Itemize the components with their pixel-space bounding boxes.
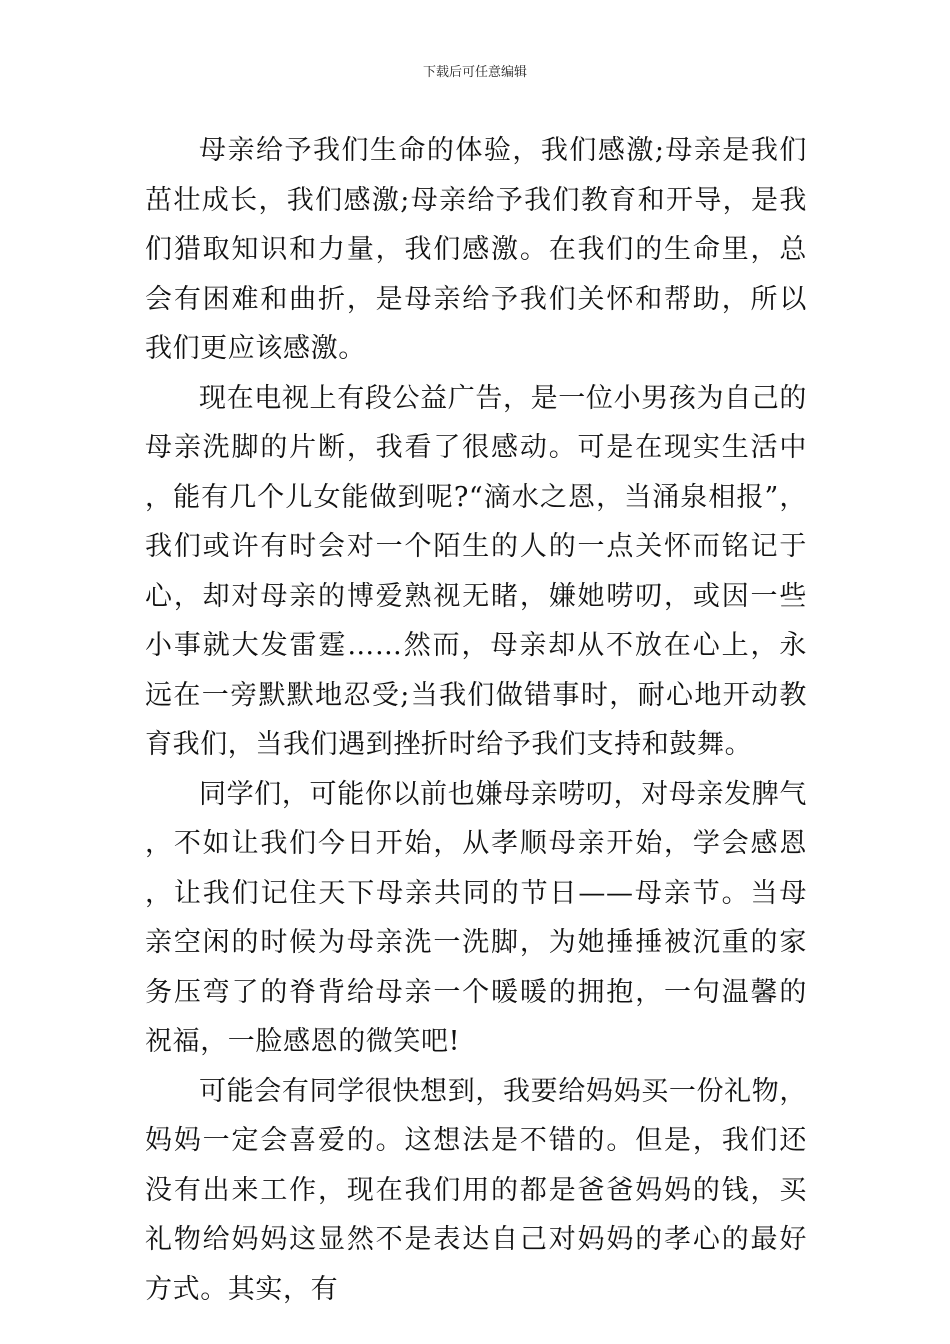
- paragraph-3: 同学们，可能你以前也嫌母亲唠叨，对母亲发脾气，不如让我们今日开始，从孝顺母亲开始，学会感恩，让我们记住天下母亲共同的节日——母亲节。当母亲空闲的时候为母亲洗一洗脚，为她捶捶被沉重的家务压弯了的脊背给母亲一个暖暖的拥抱，一句温馨的祝福，一脸感恩的微笑吧!: [145, 778, 807, 1057]
- page-header: 下载后可任意编辑: [422, 65, 527, 80]
- paragraph-2: 现在电视上有段公益广告，是一位小男孩为自己的母亲洗脚的片断，我看了很感动。可是在现实生活中，能有几个儿女能做到呢?“滴水之恩，当涌泉相报”，我们或许有时会对一个陌生的人的一点关怀而铭记于心，却对母亲的博爱熟视无睹，嫌她唠叨，或因一些小事就大发雷霆……然而，母亲却从不放在心上，永远在一旁默默地忍受;当我们做错事时，耐心地开动教育我们，当我们遇到挫折时给予我们支持和鼓舞。: [145, 382, 807, 760]
- paragraph-4: 可能会有同学很快想到，我要给妈妈买一份礼物，妈妈一定会喜爱的。这想法是不错的。但是，我们还没有出来工作，现在我们用的都是爸爸妈妈的钱，买礼物给妈妈这显然不是表达自己对妈妈的孝心的最好方式。其实，有: [145, 1075, 807, 1305]
- document-body: [145, 126, 807, 1314]
- paragraph-1: 母亲给予我们生命的体验，我们感激;母亲是我们茁壮成长，我们感激;母亲给予我们教育和开导，是我们猎取知识和力量，我们感激。在我们的生命里，总会有困难和曲折，是母亲给予我们关怀和帮助，所以我们更应该感激。: [145, 135, 807, 364]
